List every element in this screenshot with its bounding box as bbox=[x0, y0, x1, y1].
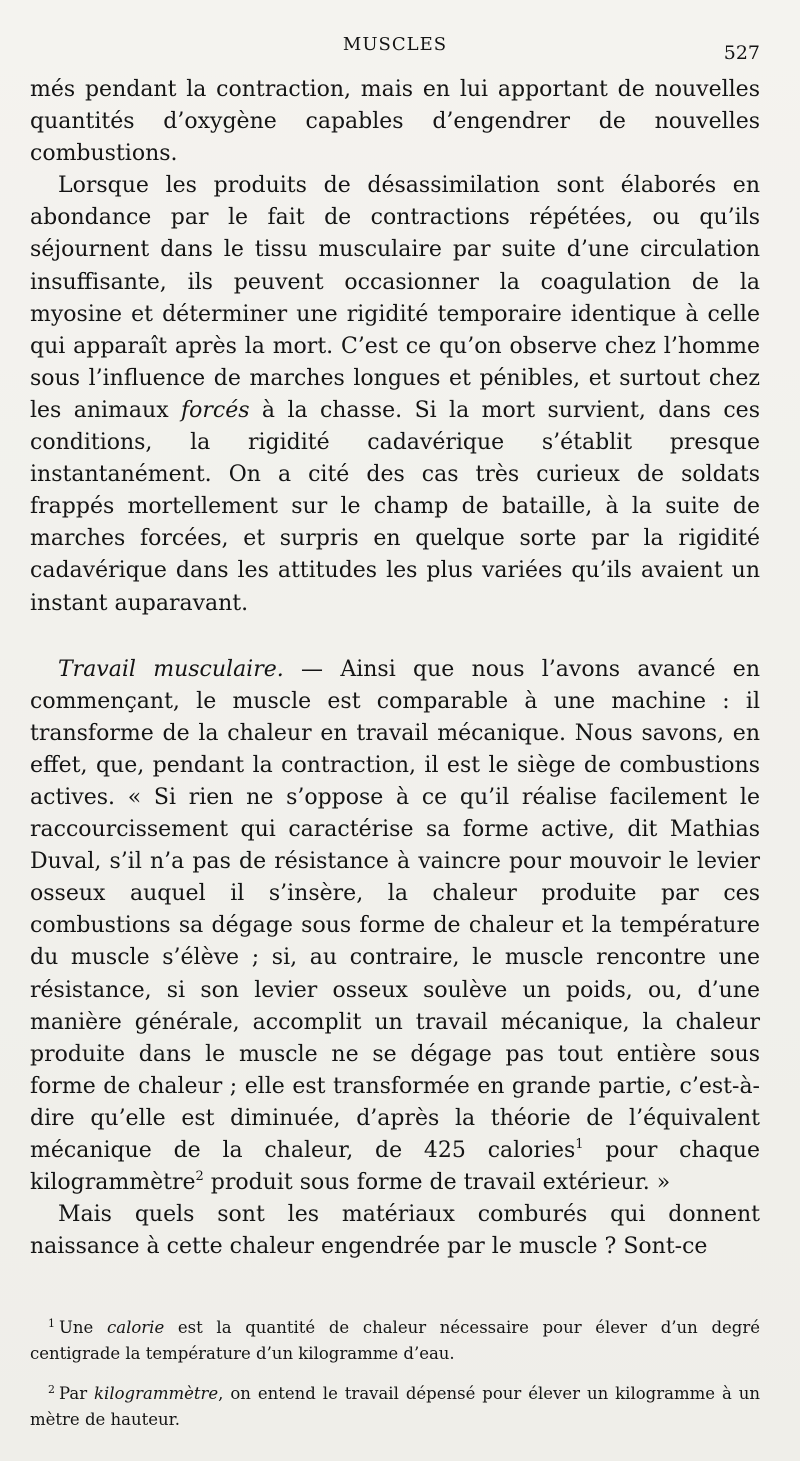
page-number: 527 bbox=[723, 42, 760, 64]
footnote-mark: 1 bbox=[48, 1317, 55, 1331]
body-text bbox=[30, 74, 760, 1263]
paragraph-text: à la chasse. Si la mort survient, dans ces conditions, la rigidité cadavérique s’établit presque instantanément. On a cité des cas très curieux de soldats frappés mortellement sur le champ de bataille, à la suite de marches forcées, et surpris en quelque sorte par la rigidité cadavérique dans les attitudes les plus variées qu’ils avaient un instant auparavant. bbox=[30, 397, 760, 616]
paragraph-text: — Ainsi que nous l’avons avancé en commençant, le muscle est comparable à une machine : il transforme de la chaleur en travail mécanique. Nous savons, en effet, que, pendant la contraction, il est le siège de combustions actives. « Si rien ne s’oppose à ce qu’il réalise facilement le raccourcissement qui caractérise sa forme active, dit Mathias Duval, s’il n’a pas de résistance à vaincre pour mouvoir le levier osseux auquel il s’insère, la chaleur produite par ces combustions sa dégage sous forme de chaleur et la température du muscle s’élève ; si, au contraire, le muscle rencontre une résistance, si son levier osseux soulève un poids, ou, d’une manière générale, accomplit un travail mécanique, la chaleur produite dans le muscle ne se dégage pas tout entière sous forme de chaleur ; elle est transformée en grande partie, c’est-à-dire qu’elle est diminuée, d’après la théorie de l’équivalent mécanique de la chaleur, de 425 calories bbox=[30, 656, 760, 1163]
running-head: MUSCLES bbox=[342, 34, 448, 55]
paragraph-materiaux bbox=[30, 1199, 760, 1263]
footnote-ref: 1 bbox=[575, 1137, 584, 1152]
paragraph-text: Lorsque les produits de désassimilation sont élaborés en abondance par le fait de contractions répétées, ou qu’ils séjournent dans le tissu musculaire par suite d’une circulation insuffisante, ils peuvent occasionner la coagulation de la myosine et déterminer une rigidité temporaire identique à celle qui apparaît après la mort. C’est ce qu’on observe chez l’homme sous l’influence de marches longues et pénibles, et surtout chez les animaux bbox=[30, 173, 760, 423]
footnote-ref: 2 bbox=[195, 1169, 204, 1185]
footnote-text: , on entend le travail dépensé pour élever un kilogramme à un mètre de hauteur. bbox=[30, 1384, 760, 1430]
footnote bbox=[30, 1311, 760, 1367]
footnote-term: calorie bbox=[106, 1318, 165, 1338]
footnote bbox=[30, 1377, 760, 1433]
paragraph-rigidity bbox=[30, 170, 760, 619]
paragraph-text: més pendant la contraction, mais en lui apportant de nouvelles quantités d’oxygène capables d’engendrer de nouvelles combustions. bbox=[30, 77, 760, 167]
emphasis-term: forcés bbox=[181, 397, 250, 423]
paragraph-text: Mais quels sont les matériaux comburés qui donnent naissance à cette chaleur engendrée par le muscle ? Sont-ce bbox=[30, 1202, 760, 1260]
section-gap bbox=[30, 620, 760, 654]
footnote-mark: 2 bbox=[48, 1383, 55, 1397]
footnote-term: kilogrammètre bbox=[94, 1384, 219, 1404]
footnotes bbox=[30, 1311, 760, 1433]
footnote-text: Par bbox=[59, 1384, 95, 1404]
paragraph-text: pour chaque kilogrammètre bbox=[30, 1138, 760, 1196]
section-heading: Travail musculaire. bbox=[58, 656, 284, 682]
paragraph-continuation bbox=[30, 74, 760, 170]
footnote-text: Une bbox=[59, 1318, 107, 1338]
footnote-text: est la quantité de chaleur nécessaire pour élever d’un degré centigrade la température d’un kilogramme d’eau. bbox=[30, 1318, 760, 1364]
page-header bbox=[30, 0, 760, 66]
paragraph-travail-musculaire bbox=[30, 654, 760, 1200]
paragraph-text: produit sous forme de travail extérieur. » bbox=[203, 1170, 671, 1196]
